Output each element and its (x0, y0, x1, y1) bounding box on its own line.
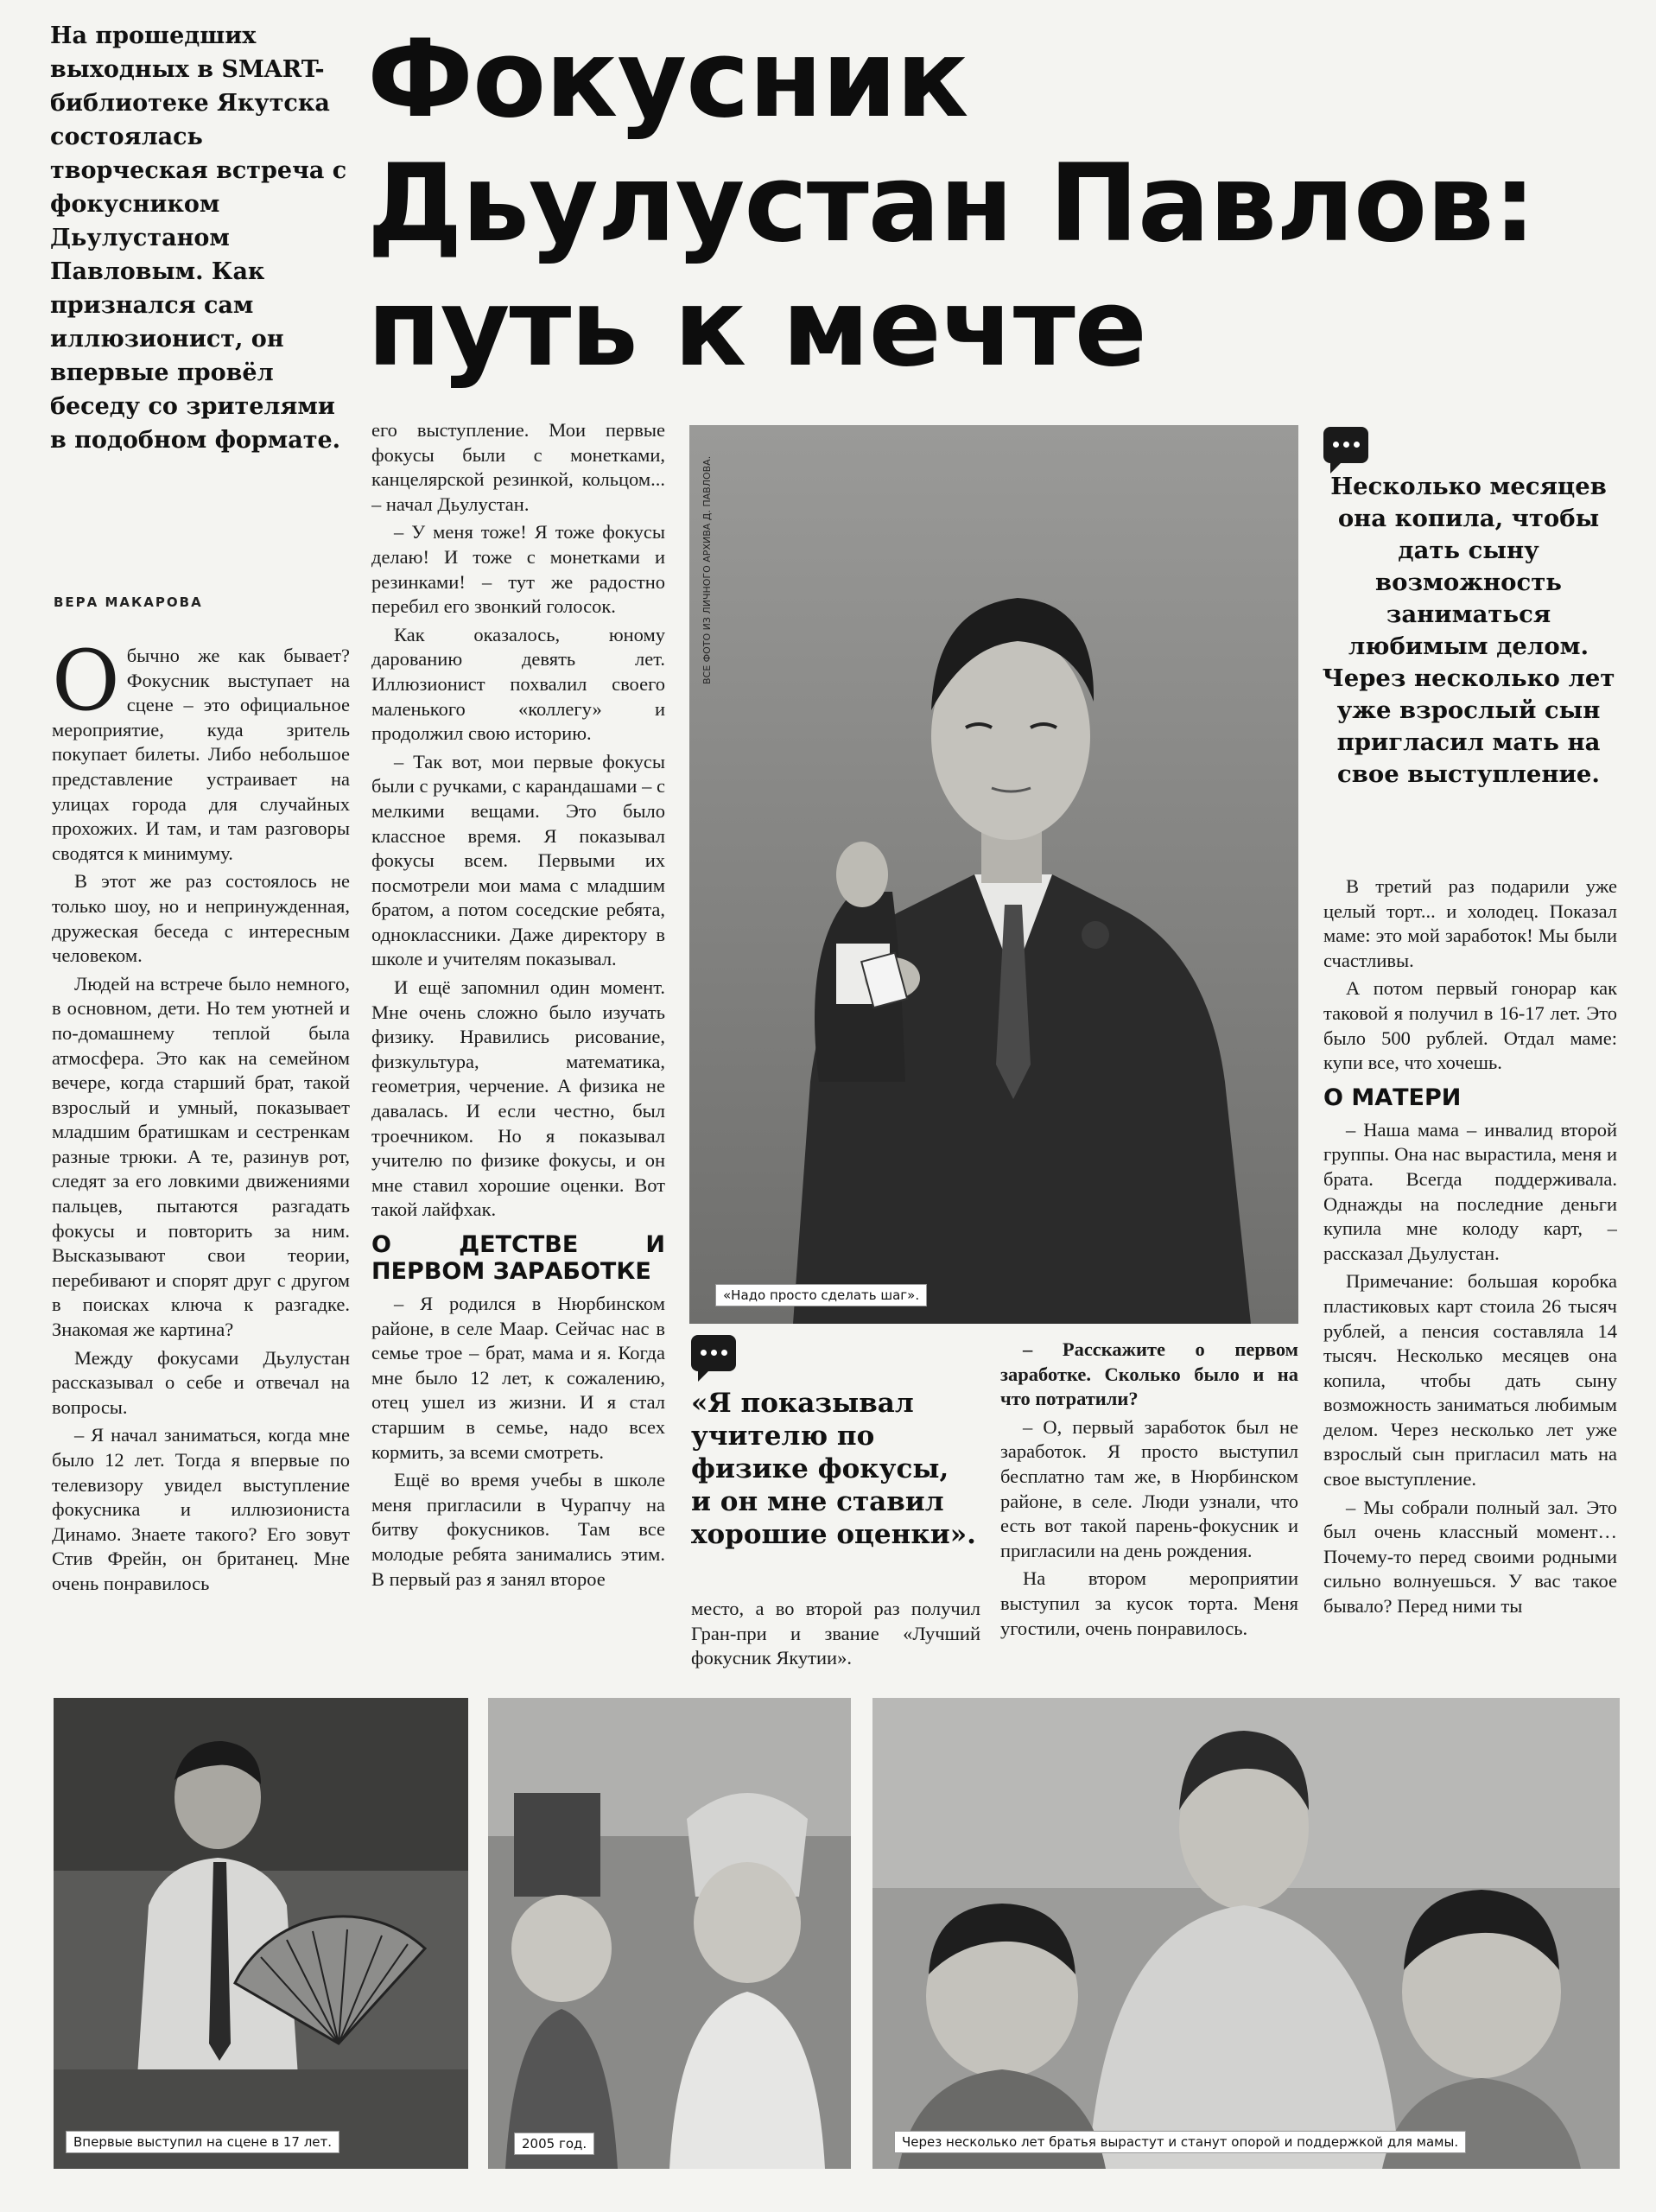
headline (367, 17, 1628, 391)
children-2005-photo (488, 1698, 851, 2169)
family-illustration (872, 1698, 1620, 2169)
stage-illustration (54, 1698, 468, 2169)
photo-caption: Через несколько лет братья вырастут и станут опорой и поддержкой для мамы. (894, 2131, 1466, 2153)
portrait-illustration (689, 425, 1298, 1324)
photo-caption: Впервые выступил на сцене в 17 лет. (66, 2131, 339, 2153)
paragraph: Между фокусами Дьулустан рассказывал о себе и отвечал на вопросы. (52, 1346, 350, 1418)
paragraph: – Наша мама – инвалид второй группы. Она нас вырастила, меня и брата. Всегда поддерживала. Однажды на последние деньги купила мне колоду карт, – рассказал Дьулустан. (1323, 1118, 1617, 1264)
photo-caption: 2005 год. (514, 2133, 594, 2155)
paragraph: И ещё запомнил один момент. Мне очень сложно было изучать физику. Нравились рисование, физкультура, математика, геометрия, черчение. А физика не давалась. И если честно, был троечником. Но я показывал учителю по физике фокусы, и он мне ставил хорошие оценки. Вот такой лайфхак. (371, 976, 665, 1221)
paragraph: его выступление. Мои первые фокусы были с монетками, канцелярской резинкой, кольцом... – начал Дьулустан. (371, 419, 665, 515)
article-column-2 (371, 418, 665, 1668)
family-photo (872, 1698, 1620, 2169)
stage-performance-photo (54, 1698, 468, 2169)
article-column-5 (1323, 874, 1617, 1669)
paragraph: место, а во второй раз получил Гран-при и звание «Лучший фокусник Якутии». (691, 1598, 980, 1669)
drop-cap: О (52, 644, 120, 729)
pull-quote: Несколько месяцев она копила, чтобы дать сыну возможность заниматься любимым делом. Через несколько лет уже взрослый сын пригласил мать на свое выступление. (1322, 473, 1615, 788)
paragraph: Как оказалось, юному дарованию девять лет. Иллюзионист похвалил своего маленького «коллегу» и продолжил свою историю. (371, 623, 665, 745)
article-column-1 (52, 644, 350, 1668)
paragraph: Примечание: большая коробка пластиковых карт стоила 26 тысяч рублей, а пенсия составляла 14 тысяч. Несколько месяцев она копила, чтобы дать сыну возможность заниматься любимым делом. Через несколько лет уже взрослый сын пригласил мать на свое выступление. (1323, 1270, 1617, 1491)
speech-bubble-icon (691, 1335, 736, 1371)
photo-credit: ВСЕ ФОТО ИЗ ЛИЧНОГО АРХИВА Д. ПАВЛОВА. (701, 455, 713, 684)
photo-caption: «Надо просто сделать шаг». (715, 1284, 927, 1306)
headline-line-3: путь к мечте (367, 266, 1146, 391)
pull-quote: «Я показывал учителю по физике фокусы, и он мне ставил хорошие оценки». (691, 1388, 976, 1550)
paragraph: В третий раз подарили уже целый торт... и холодец. Показал маме: это мой заработок! Мы были счастливы. (1323, 875, 1617, 971)
headline-line-1: Фокусник (367, 17, 968, 142)
lede-text: На прошедших выходных в SMART-библиотеке Якутска состоялась творческая встреча с фокусником Дьулустаном Павловым. Как признался сам иллюзионист, он впервые провёл беседу со зрителями в подобном формате. (50, 22, 347, 454)
interview-question: – Расскажите о первом заработке. Сколько было и на что потратили? (1000, 1338, 1298, 1410)
paragraph: На втором мероприятии выступил за кусок торта. Меня угостили, очень понравилось. (1000, 1567, 1298, 1639)
paragraph: Ещё во время учебы в школе меня пригласили в Чурапчу на битву фокусников. Там все молодые ребята занимались этим. В первый раз я занял второе (371, 1469, 665, 1590)
paragraph: Людей на встрече было немного, в основном, дети. Но тем уютней и по-домашнему теплой была атмосфера. Это как на семейном вечере, когда старший брат, такой взрослый и умный, показывает младшим братишкам и сестренкам разные трюки. А те, разинув рот, следят за его ловкими движениями пальцев, пытаются разгадать фокусы и повторить за ним. Высказывают свои теории, перебивают и спорят друг с другом в поисках ключа к разгадке. Знакомая же картина? (52, 972, 350, 1341)
paragraph: бычно же как бывает? Фокусник выступает на сцене – это официальное мероприятие, куда зритель покупает билеты. Либо небольшое представление устраивает на улицах города для случайных прохожих. И там, и там разговоры сводятся к минимуму. (52, 645, 350, 864)
paragraph: – Мы собрали полный зал. Это был очень классный момент… Почему-то перед своими родными сильно волнуешься. У вас такое бывало? Перед ними ты (1323, 1496, 1617, 1618)
subheading: О ДЕТСТВЕ И ПЕРВОМ ЗАРАБОТКЕ (371, 1231, 665, 1285)
paragraph: – У меня тоже! Я тоже фокусы делаю! И тоже с монетками и резинками! – тут же радостно перебил его звонкий голосок. (371, 521, 665, 618)
headline-line-2: Дьулустан Павлов: (367, 142, 1536, 266)
paragraph: – Я родился в Нюрбинском районе, в селе Маар. Сейчас нас в семье трое – брат, мама и я. Когда мне было 12 лет, к сожалению, отец ушел из жизни. И я стал старшим в семье, надо всех кормить, за всеми смотреть. (371, 1293, 665, 1463)
speech-bubble-icon (1323, 427, 1368, 463)
paragraph: А потом первый гонорар как таковой я получил в 16-17 лет. Это было 500 рублей. Отдал маме: купи все, что хочешь. (1323, 977, 1617, 1074)
paragraph: – Так вот, мои первые фокусы были с ручками, с карандашами – с мелкими вещами. Это было классное время. Я показывал фокусы всем. Первыми их посмотрели мои мама с младшим братом, а потом соседские ребята, одноклассники. Даже директору в школе и учителям показывал. (371, 750, 665, 970)
article-column-4 (1000, 1338, 1298, 1670)
article-column-3 (691, 1597, 980, 1670)
subheading: О МАТЕРИ (1323, 1084, 1462, 1111)
paragraph: – О, первый заработок был не заработок. Я просто выступил бесплатно там же, в Нюрбинском районе, в селе. Люди узнали, что есть вот такой парень-фокусник и пригласили на день рождения. (1000, 1415, 1298, 1561)
paragraph: В этот же раз состоялось не только шоу, но и непринужденная, дружеская беседа с интересным человеком. (52, 870, 350, 967)
magician-portrait-photo (689, 425, 1298, 1324)
byline: ВЕРА МАКАРОВА (54, 594, 203, 610)
paragraph: – Я начал заниматься, когда мне было 12 лет. Тогда я впервые по телевизору увидел выступление фокусника и иллюзиониста Динамо. Знаете такого? Его зовут Стив Фрейн, он британец. Мне очень понравилось (52, 1424, 350, 1594)
children-illustration (488, 1698, 851, 2169)
